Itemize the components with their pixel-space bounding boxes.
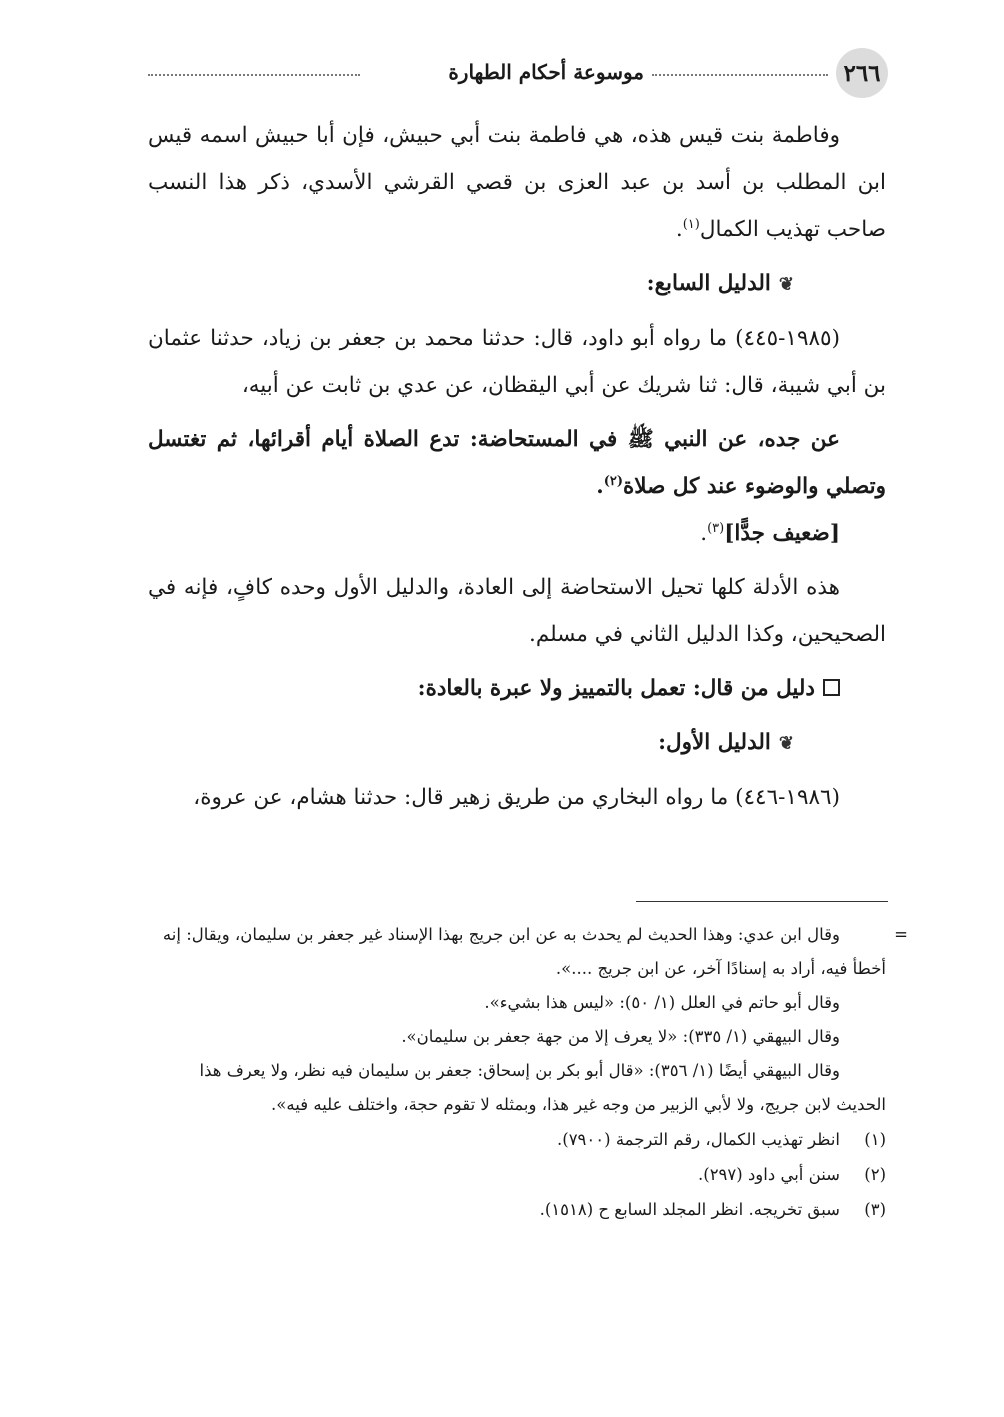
- paragraph-summary: هذه الأدلة كلها تحيل الاستحاضة إلى العادة، والدليل الأول وحده كافٍ، فإنه في الصحيحين، وكذا الدليل الثاني في مسلم.: [148, 575, 886, 647]
- footnote-ref-2[interactable]: (٢): [603, 473, 624, 489]
- footnotes: [148, 918, 908, 1227]
- footnote-continuation-text: وقال ابن عدي: وهذا الحديث لم يحدث به عن ابن جريج بهذا الإسناد غير جعفر بن سليمان، ويقال: إنه أخطأ فيه، أراد به إسنادًا آخر، عن ابن جريج ....».: [162, 925, 886, 978]
- footnote-line-bayhaqi-1: وقال البيهقي (١/ ٣٣٥): «لا يعرف إلا من جهة جعفر بن سليمان».: [401, 1027, 840, 1046]
- footnote-line-abu-hatim: وقال أبو حاتم في العلل (١/ ٥٠): «ليس هذا بشيء».: [484, 993, 840, 1012]
- footnote-1: [148, 1122, 886, 1157]
- footnote-separator: [636, 901, 888, 902]
- footnote-3-text: سبق تخريجه. انظر المجلد السابع ح (١٥١٨).: [539, 1200, 840, 1219]
- grade-end: .: [700, 521, 708, 546]
- footnote-1-number: (١): [864, 1130, 886, 1149]
- heading-first-evidence: [148, 719, 886, 767]
- heading-first-label: الدليل الأول:: [658, 730, 771, 755]
- footnote-3: [148, 1192, 886, 1227]
- footnote-ref-3[interactable]: (٣): [707, 520, 725, 536]
- hadith-1985-isnad: (١٩٨٥-٤٤٥) ما رواه أبو داود، قال: حدثنا محمد بن جعفر بن زياد، حدثنا عثمان بن أبي شيبة، قال: ثنا شريك عن أبي اليقظان، عن عدي بن ثابت عن أبيه،: [148, 326, 886, 398]
- grade-line: [148, 510, 886, 557]
- heading-seventh-label: الدليل السابع:: [646, 271, 771, 296]
- paragraph-lineage-end: .: [675, 217, 683, 242]
- footnote-continuation: [148, 918, 908, 986]
- page-header: [148, 48, 888, 98]
- leaf-icon: ❦: [778, 274, 794, 295]
- paragraph-lineage-text: وفاطمة بنت قيس هذه، هي فاطمة بنت أبي حبيش، فإن أبا حبيش اسمه قيس ابن المطلب بن أسد بن عبد العزى بن قصي القرشي الأسدي، ذكر هذا النسب صاحب تهذيب الكمال: [148, 123, 886, 242]
- footnote-2-number: (٢): [864, 1165, 886, 1184]
- heading-seventh-evidence: [148, 260, 886, 308]
- footnote-3-number: (٣): [864, 1200, 886, 1219]
- footnote-ref-1[interactable]: (١): [682, 216, 700, 232]
- main-text: [148, 112, 886, 821]
- hadith-1985-matn-end: .: [596, 474, 604, 499]
- running-title: موسوعة أحكام الطهارة: [448, 60, 644, 84]
- section-heading-distinction: [148, 665, 886, 712]
- hadith-1985-matn: [148, 416, 886, 510]
- section-heading-text: دليل من قال: تعمل بالتمييز ولا عبرة بالعادة:: [417, 676, 815, 701]
- page-number: ٢٦٦: [836, 48, 888, 98]
- header-dotted-rule-right: [652, 74, 828, 76]
- footnote-2: [148, 1157, 886, 1192]
- hadith-1986-isnad: (١٩٨٦-٤٤٦) ما رواه البخاري من طريق زهير قال: حدثنا هشام، عن عروة،: [193, 785, 840, 810]
- footnote-line-bayhaqi-2: وقال البيهقي أيضًا (١/ ٣٥٦): «قال أبو بكر بن إسحاق: جعفر بن سليمان فيه نظر، ولا يعرف هذا الحديث لابن جريج، ولا لأبي الزبير من وجه غير هذا، وبمثله لا تقوم حجة، واختلف عليه فيه».: [199, 1061, 886, 1114]
- footnote-1-text: انظر تهذيب الكمال، رقم الترجمة (٧٩٠٠).: [557, 1130, 840, 1149]
- header-dotted-rule-left: [148, 74, 360, 76]
- footnote-2-text: سنن أبي داود (٢٩٧).: [698, 1165, 840, 1184]
- leaf-icon: ❦: [778, 733, 794, 754]
- square-box-icon: [823, 679, 840, 696]
- continuation-marker: =: [894, 925, 908, 944]
- paragraph-lineage: [148, 112, 886, 253]
- grade-text: [ضعيف جدًّا]: [724, 521, 840, 546]
- hadith-1985-matn-text: عن جده، عن النبي ﷺ في المستحاضة: تدع الصلاة أيام أقرائها، ثم تغتسل وتصلي والوضوء عند كل صلاة: [148, 427, 886, 499]
